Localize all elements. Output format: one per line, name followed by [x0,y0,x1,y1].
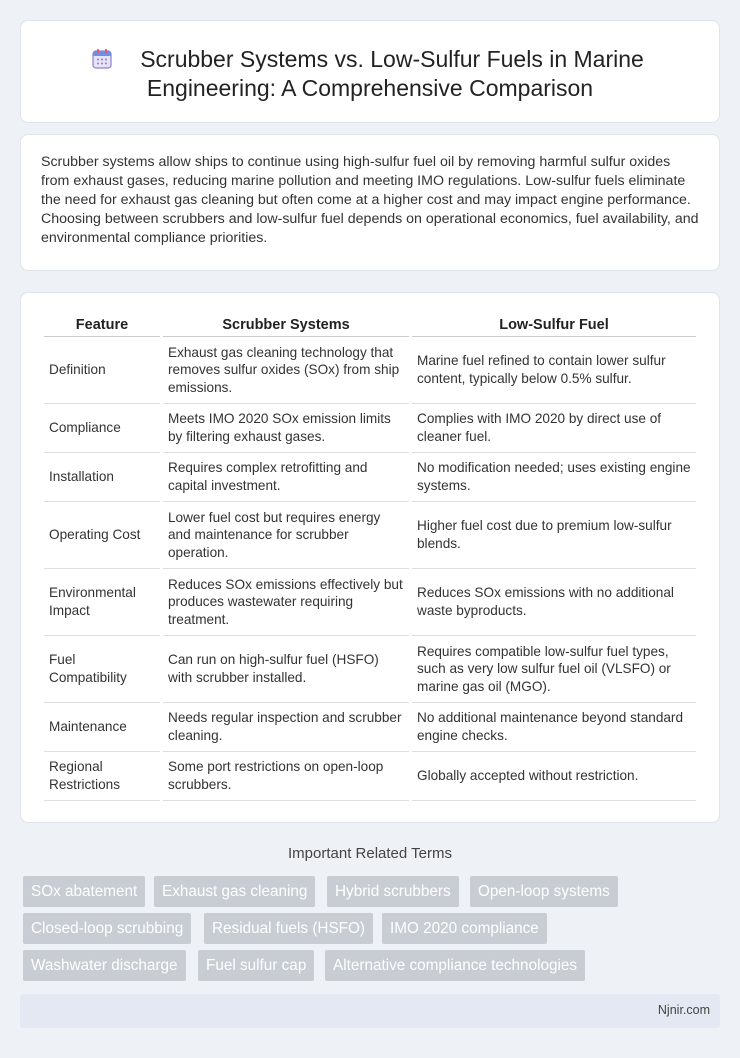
table-row [44,703,696,752]
row-low-sulfur: Complies with IMO 2020 by direct use of cleaner fuel. [412,404,696,453]
related-term-tag[interactable]: Open-loop systems [470,876,618,907]
related-term-tag[interactable]: IMO 2020 compliance [382,913,547,944]
row-scrubber: Needs regular inspection and scrubber cleaning. [163,703,409,752]
footer [20,994,720,1028]
row-low-sulfur: Reduces SOx emissions with no additional waste byproducts. [412,569,696,636]
page-title-line2: Engineering: A Comprehensive Comparison [146,75,594,101]
intro-paragraph: Scrubber systems allow ships to continue using high-sulfur fuel oil by removing harmful sulfur oxides from exhaust gases, reducing marine pollution and meeting IMO regulations. Low-sulfur fuels eliminate the need for exhaust gas cleaning but often come at a higher cost and may impact engine performance. Choosing between scrubbers and low-sulfur fuel depends on operational economics, fuel availability, and environmental compliance priorities. [41,154,699,246]
page-title-line1: Scrubber Systems vs. Low-Sulfur Fuels in Marine [140,46,644,72]
footer-site-name[interactable]: Njnir.com [657,1003,710,1017]
row-feature: Operating Cost [44,502,160,569]
row-scrubber: Exhaust gas cleaning technology that removes sulfur oxides (SOx) from ship emissions. [163,337,409,404]
row-scrubber: Can run on high-sulfur fuel (HSFO) with scrubber installed. [163,636,409,703]
row-low-sulfur: Marine fuel refined to contain lower sulfur content, typically below 0.5% sulfur. [412,337,696,404]
related-term-tag[interactable]: Closed-loop scrubbing [23,913,191,944]
table-row [44,752,696,801]
row-low-sulfur: Requires compatible low-sulfur fuel types, such as very low sulfur fuel oil (VLSFO) or marine gas oil (MGO). [412,636,696,703]
page-title [96,45,644,103]
table-row [44,636,696,703]
intro-card [20,134,720,271]
related-term-tag[interactable]: Hybrid scrubbers [327,876,459,907]
row-scrubber: Reduces SOx emissions effectively but produces wastewater requiring treatment. [163,569,409,636]
row-feature: Environmental Impact [44,569,160,636]
row-feature: Fuel Compatibility [44,636,160,703]
header-low-sulfur: Low-Sulfur Fuel [412,315,696,337]
related-term-tag[interactable]: Fuel sulfur cap [198,950,314,981]
table-row [44,453,696,502]
row-scrubber: Lower fuel cost but requires energy and maintenance for scrubber operation. [163,502,409,569]
related-term-tag[interactable]: Exhaust gas cleaning [154,876,315,907]
table-row [44,337,696,404]
row-low-sulfur: No additional maintenance beyond standard engine checks. [412,703,696,752]
related-term-tag[interactable]: Alternative compliance technologies [325,950,585,981]
related-term-tag[interactable]: SOx abatement [23,876,145,907]
table-row [44,404,696,453]
header-scrubber: Scrubber Systems [163,315,409,337]
row-feature: Installation [44,453,160,502]
row-low-sulfur: Higher fuel cost due to premium low-sulfur blends. [412,502,696,569]
row-feature: Definition [44,337,160,404]
row-scrubber: Requires complex retrofitting and capital investment. [163,453,409,502]
row-feature: Maintenance [44,703,160,752]
table-row [44,502,696,569]
table-header-row [44,315,696,337]
related-term-tag[interactable]: Residual fuels (HSFO) [204,913,373,944]
row-feature: Regional Restrictions [44,752,160,801]
table-row [44,569,696,636]
comparison-table-card [20,292,720,823]
row-low-sulfur: Globally accepted without restriction. [412,752,696,801]
row-scrubber: Some port restrictions on open-loop scrubbers. [163,752,409,801]
row-feature: Compliance [44,404,160,453]
comparison-table [41,315,699,801]
header-feature: Feature [44,315,160,337]
related-term-tag[interactable]: Washwater discharge [23,950,186,981]
row-scrubber: Meets IMO 2020 SOx emission limits by filtering exhaust gases. [163,404,409,453]
related-terms-title: Important Related Terms [288,845,452,862]
title-card [20,20,720,123]
row-low-sulfur: No modification needed; uses existing engine systems. [412,453,696,502]
